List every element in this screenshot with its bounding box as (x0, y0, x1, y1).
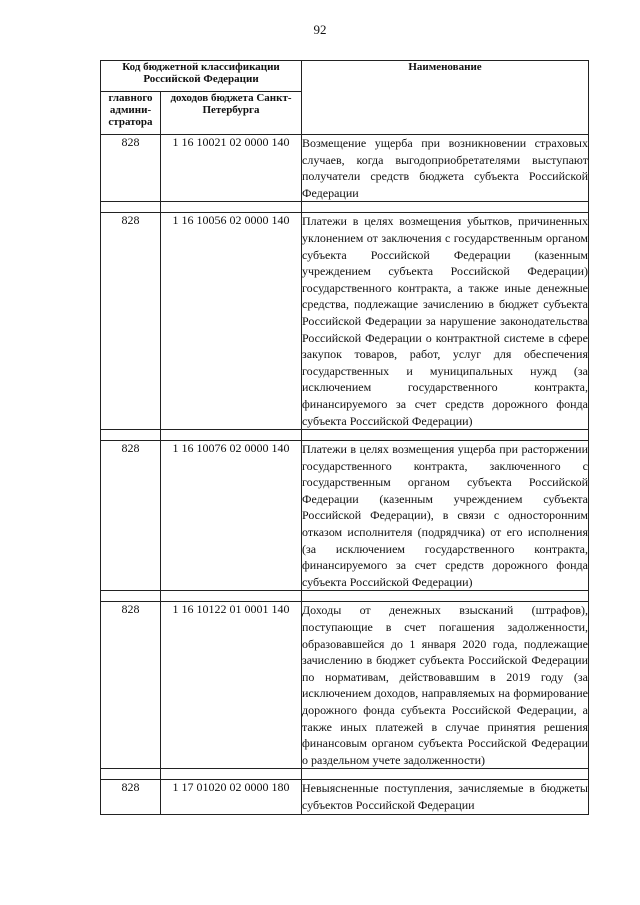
budget-classification-table (100, 60, 589, 815)
income-name: Доходы от денежных взысканий (штрафов), поступающие в счет погашения задолженности, образовавшейся до 1 января 2020 года, подлежащие зачислению в бюджет субъекта Российской Федерации по нормативам, действовавшим в 2019 году (за исключением доходов, направляемых на формирование дорожного фонда субъекта Российской Федерации, а также иных платежей в случае принятия решения финансовым органом субъекта Российской Федерации о раздельном учете задолженности) (302, 602, 589, 769)
admin-code: 828 (101, 602, 161, 769)
table-row (101, 213, 589, 430)
admin-code: 828 (101, 135, 161, 202)
income-code: 1 16 10021 02 0000 140 (161, 135, 302, 202)
income-code: 1 16 10122 01 0001 140 (161, 602, 302, 769)
header-income: доходов бюджета Санкт-Петербурга (161, 92, 302, 135)
table-row (101, 441, 589, 591)
page-number: 92 (313, 22, 327, 37)
admin-code: 828 (101, 441, 161, 591)
admin-code: 828 (101, 213, 161, 430)
income-name: Платежи в целях возмещения ущерба при расторжении государственного контракта, заключенного с государственным органом субъекта Российской Федерации (казенным учреждением субъекта Российской Федерации), в связи с односторонним отказом исполнителя (подрядчика) от его исполнения (за исключением государственного контракта, финансируемого за счет средств дорожного фонда субъекта Российской Федерации) (302, 441, 589, 591)
income-name: Возмещение ущерба при возникновении страховых случаев, когда выгодоприобретателями выступают получатели средств бюджета субъекта Российской Федерации (302, 135, 589, 202)
row-gap (101, 769, 589, 780)
row-gap (101, 430, 589, 441)
admin-code: 828 (101, 780, 161, 814)
income-name: Платежи в целях возмещения убытков, причиненных уклонением от заключения с государственным органом субъекта Российской Федерации (казенным учреждением субъекта Российской Федерации) государственного контракта, а также иные денежные средства, подлежащие зачислению в бюджет субъекта Российской Федерации за нарушение законодательства Российской Федерации о контрактной системе в сфере закупок товаров, работ, услуг для обеспечения государственных и муниципальных нужд (за исключением государственного контракта, финансируемого за счет средств дорожного фонда субъекта Российской Федерации) (302, 213, 589, 430)
table-row (101, 780, 589, 814)
income-code: 1 17 01020 02 0000 180 (161, 780, 302, 814)
header-name: Наименование (302, 61, 589, 135)
table-row (101, 135, 589, 202)
income-name: Невыясненные поступления, зачисляемые в бюджеты субъектов Российской Федерации (302, 780, 589, 814)
header-admin: главного админи-стратора (101, 92, 161, 135)
header-row-group (101, 61, 589, 92)
table-row (101, 602, 589, 769)
row-gap (101, 202, 589, 213)
header-group-title: Код бюджетной классификации Российской Федерации (101, 61, 302, 92)
row-gap (101, 591, 589, 602)
income-code: 1 16 10056 02 0000 140 (161, 213, 302, 430)
income-code: 1 16 10076 02 0000 140 (161, 441, 302, 591)
